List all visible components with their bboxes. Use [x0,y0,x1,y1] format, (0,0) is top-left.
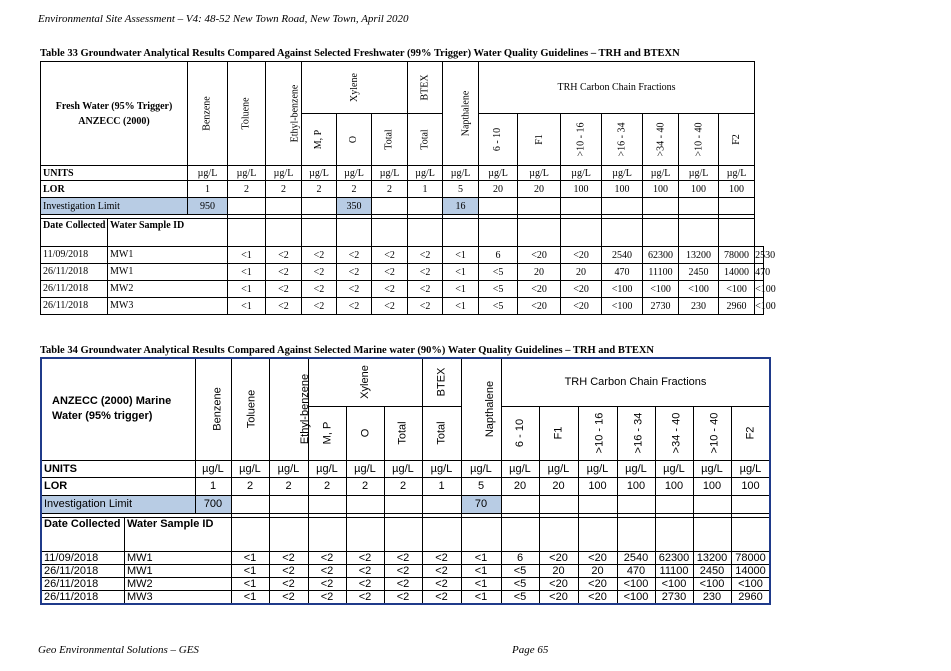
sample-value: 2540 [602,247,643,264]
sample-value: 2730 [643,298,679,315]
unit-cell: µg/L [602,166,643,181]
col-trh-f1: F1 [552,426,565,440]
sample-value: <1 [461,577,501,590]
limit-row [41,198,764,215]
sample-row [41,551,770,564]
col-trh-16-34: >16 - 34 [616,122,628,157]
col-trh-6-10: 6 - 10 [513,418,526,448]
unit-cell: µg/L [617,460,655,477]
lor-cell: 5 [443,181,479,198]
sample-value: <2 [408,264,443,281]
sample-value: <1 [228,264,266,281]
sample-value: <20 [561,281,602,298]
limit-row [41,495,770,513]
sample-value: 20 [561,264,602,281]
unit-cell: µg/L [408,166,443,181]
sample-value: <5 [501,564,539,577]
col-trh-f2: F2 [731,134,743,145]
sample-value: 470 [755,264,764,281]
sample-value: <2 [346,577,384,590]
sample-value: 11100 [643,264,679,281]
sample-value: <2 [346,590,384,604]
sample-value: 2450 [679,264,719,281]
col-xylene-o: O [359,428,371,438]
sample-value: <2 [302,281,337,298]
water-sample-id-header: Water Sample ID [110,220,185,231]
unit-cell: µg/L [643,166,679,181]
sample-id: MW2 [110,283,134,294]
sample-value: <5 [501,590,539,604]
col-trh: TRH Carbon Chain Fractions [501,358,770,406]
col-benzene: Benzene [211,387,224,431]
sample-value: <100 [655,577,693,590]
sample-value: <1 [443,298,479,315]
lor-cell: 20 [501,477,539,495]
lor-cell: 2 [302,181,337,198]
col-toluene: Toluene [244,389,257,429]
unit-cell: µg/L [679,166,719,181]
lor-cell: 1 [188,181,228,198]
sample-row [41,564,770,577]
lor-cell: 2 [372,181,408,198]
sample-value: <1 [228,281,266,298]
unit-cell: µg/L [693,460,731,477]
sample-value: 2450 [693,564,731,577]
sample-value: 62300 [643,247,679,264]
lor-row [41,477,770,495]
lor-label: LOR [41,477,195,495]
sample-value: <2 [337,281,372,298]
sample-value: 20 [539,564,578,577]
sample-date: 26/11/2018 [42,578,125,590]
table33-title: Fresh Water (95% Trigger) ANZECC (2000) [41,62,188,166]
sample-value: <2 [269,590,308,604]
sample-row [41,577,770,590]
limit-napthalene: 16 [443,198,479,215]
sample-value: <2 [422,551,461,564]
sample-value: <2 [337,298,372,315]
sample-value: 2730 [655,590,693,604]
sample-value: <100 [602,281,643,298]
sample-value: <1 [228,298,266,315]
col-ethylbenzene: Ethyl-benzene [298,374,311,445]
unit-cell: µg/L [266,166,302,181]
sample-value: <2 [346,564,384,577]
col-trh-16-34: >16 - 34 [631,412,644,454]
sample-date: 11/09/2018 [42,552,125,564]
sample-value: <100 [679,281,719,298]
limit-label: Investigation Limit [41,198,188,215]
sample-date: 26/11/2018 [41,281,108,297]
sample-value: <20 [539,590,578,604]
sample-value: <2 [408,298,443,315]
lor-cell: 100 [643,181,679,198]
sample-value: <5 [501,577,539,590]
lor-cell: 1 [408,181,443,198]
col-trh-10-16: >10 - 16 [575,122,587,157]
units-label: UNITS [41,460,195,477]
sample-value: <100 [755,281,764,298]
sample-value: <2 [384,564,422,577]
sample-value: <2 [308,551,346,564]
sample-value: <2 [422,590,461,604]
lor-cell: 100 [655,477,693,495]
sample-id: MW2 [127,577,153,590]
sample-date: 26/11/2018 [41,298,108,314]
sample-value: <1 [443,247,479,264]
lor-cell: 1 [422,477,461,495]
sample-value: 14000 [719,264,755,281]
col-trh-34-40: >34 - 40 [655,122,667,157]
sample-value: 20 [518,264,561,281]
sample-value: <2 [302,247,337,264]
unit-cell: µg/L [302,166,337,181]
sample-value: <1 [443,264,479,281]
lor-cell: 100 [693,477,731,495]
sample-row [41,281,764,298]
sample-value: <2 [372,298,408,315]
unit-cell: µg/L [443,166,479,181]
col-xylene-mp: M, P [313,129,325,150]
unit-cell: µg/L [231,460,269,477]
col-xylene-mp: M, P [321,421,333,445]
sample-row [41,264,764,281]
sample-date: 26/11/2018 [41,264,108,280]
sample-value: <2 [302,264,337,281]
unit-cell: µg/L [337,166,372,181]
sample-id: MW3 [127,590,153,603]
table-33 [40,61,776,315]
sample-value: <20 [578,577,617,590]
sample-value: <5 [479,281,518,298]
sample-value: <2 [266,298,302,315]
col-trh-f1: F1 [533,134,545,145]
unit-cell: µg/L [228,166,266,181]
sample-value: 2540 [617,551,655,564]
unit-cell: µg/L [308,460,346,477]
limit-napthalene: 70 [461,495,501,513]
water-sample-id-header: Water Sample ID [127,517,214,530]
sample-id: MW1 [127,564,153,577]
units-row [41,460,770,477]
sample-value: <2 [346,551,384,564]
sample-value: <2 [384,551,422,564]
sample-value: 20 [578,564,617,577]
col-napthalene: Napthalene [483,381,496,438]
lor-cell: 2 [231,477,269,495]
unit-cell: µg/L [539,460,578,477]
col-btex: BTEX [435,367,448,397]
sample-value: 470 [602,264,643,281]
sample-id: MW3 [110,300,134,311]
sample-value: <1 [231,577,269,590]
sample-id: MW1 [110,249,134,260]
sample-value: <2 [337,247,372,264]
units-label: UNITS [41,166,188,181]
sample-value: 230 [679,298,719,315]
lor-cell: 100 [731,477,770,495]
lor-label: LOR [41,181,188,198]
sample-value: <100 [617,577,655,590]
sample-value: <20 [518,298,561,315]
sample-value: <2 [269,551,308,564]
sample-value: 2530 [755,247,764,264]
sample-value: 13200 [679,247,719,264]
sample-value: <2 [384,577,422,590]
lor-cell: 2 [269,477,308,495]
sample-value: <1 [228,247,266,264]
footer-page-number: Page 65 [512,644,549,656]
date-collected-header: Date Collected [41,219,108,246]
sample-value: <100 [602,298,643,315]
col-trh-10-16: >10 - 16 [592,412,605,454]
sample-value: <2 [372,247,408,264]
sample-value: <1 [231,590,269,604]
sample-value: 470 [617,564,655,577]
sample-value: <20 [539,577,578,590]
unit-cell: µg/L [479,166,518,181]
sample-value: <1 [461,564,501,577]
unit-cell: µg/L [518,166,561,181]
col-btex-total: Total [419,129,431,150]
sample-value: <2 [266,247,302,264]
limit-benzene: 700 [195,495,231,513]
sample-value: <100 [719,281,755,298]
sample-value: <1 [461,590,501,604]
col-trh: TRH Carbon Chain Fractions [479,62,755,114]
lor-row [41,181,764,198]
sample-value: <100 [643,281,679,298]
sample-row [41,298,764,315]
sample-value: <20 [561,298,602,315]
sample-value: <5 [479,264,518,281]
sample-value: <20 [578,590,617,604]
sample-id: MW1 [127,551,153,564]
sample-value: <2 [384,590,422,604]
sample-value: <2 [337,264,372,281]
sample-value: 2960 [731,590,770,604]
limit-benzene: 950 [188,198,228,215]
lor-cell: 2 [266,181,302,198]
table34-title: ANZECC (2000) Marine Water (95% trigger) [41,358,195,460]
unit-cell: µg/L [346,460,384,477]
sample-value: 14000 [731,564,770,577]
sample-date: 26/11/2018 [42,565,125,577]
sample-value: <1 [443,281,479,298]
sample-value: 78000 [719,247,755,264]
unit-cell: µg/L [269,460,308,477]
sample-value: <20 [518,247,561,264]
lor-cell: 5 [461,477,501,495]
col-btex-total: Total [435,421,448,445]
col-xylene-total: Total [384,129,396,150]
unit-cell: µg/L [731,460,770,477]
sample-date: 26/11/2018 [42,591,125,603]
unit-cell: µg/L [422,460,461,477]
sample-value: 13200 [693,551,731,564]
unit-cell: µg/L [188,166,228,181]
sample-value: 11100 [655,564,693,577]
sample-value: <2 [308,564,346,577]
sample-id: MW1 [110,266,134,277]
col-xylene: Xylene [349,73,361,102]
sample-value: <20 [578,551,617,564]
lor-cell: 100 [617,477,655,495]
sample-value: <2 [266,264,302,281]
sample-value: <5 [479,298,518,315]
col-trh-10-40: >10 - 40 [693,122,705,157]
col-ethylbenzene: Ethyl-benzene [289,84,301,143]
units-row [41,166,764,181]
sample-value: <100 [731,577,770,590]
table34-caption: Table 34 Groundwater Analytical Results Compared Against Selected Marine water (90%) Water Quality Guidelines – TRH and BTEXN [40,345,654,356]
col-xylene-o: O [348,135,360,144]
sample-value: <20 [561,247,602,264]
lor-cell: 100 [679,181,719,198]
unit-cell: µg/L [719,166,755,181]
sample-value: <100 [755,298,764,315]
sample-value: 6 [479,247,518,264]
lor-cell: 2 [228,181,266,198]
sample-value: 62300 [655,551,693,564]
sample-value: 230 [693,590,731,604]
lor-cell: 1 [195,477,231,495]
lor-cell: 100 [561,181,602,198]
lor-cell: 2 [308,477,346,495]
sample-value: <1 [231,564,269,577]
sample-value: <100 [617,590,655,604]
col-xylene-total: Total [397,421,409,445]
lor-cell: 20 [539,477,578,495]
sample-value: <20 [539,551,578,564]
lor-cell: 20 [518,181,561,198]
limit-label: Investigation Limit [41,495,195,513]
unit-cell: µg/L [501,460,539,477]
col-btex: BTEX [419,74,431,101]
sample-value: <2 [408,247,443,264]
table33-caption: Table 33 Groundwater Analytical Results Compared Against Selected Freshwater (99% Trigger) Water Quality Guidelines – TRH and BTEXN [40,48,680,59]
sample-value: <20 [518,281,561,298]
sample-date: 11/09/2018 [41,247,108,263]
col-toluene: Toluene [240,97,252,130]
col-benzene: Benzene [202,96,213,131]
sample-value: <2 [372,264,408,281]
sample-value: <2 [422,564,461,577]
col-trh-34-40: >34 - 40 [669,412,682,454]
sample-value: <100 [693,577,731,590]
limit-xylene-o: 350 [337,198,372,215]
sample-value: <2 [422,577,461,590]
unit-cell: µg/L [655,460,693,477]
unit-cell: µg/L [195,460,231,477]
sample-value: <2 [372,281,408,298]
sample-value: <2 [266,281,302,298]
date-collected-header: Date Collected [42,518,125,551]
lor-cell: 100 [578,477,617,495]
unit-cell: µg/L [372,166,408,181]
sample-value: <2 [308,590,346,604]
unit-cell: µg/L [384,460,422,477]
col-xylene: Xylene [358,365,371,400]
unit-cell: µg/L [578,460,617,477]
table-34 [40,357,771,605]
col-trh-10-40: >10 - 40 [707,412,720,454]
col-napthalene: Napthalene [460,90,472,137]
sample-row [41,590,770,604]
sample-value: <1 [231,551,269,564]
lor-cell: 2 [384,477,422,495]
sample-value: <2 [269,577,308,590]
lor-cell: 20 [479,181,518,198]
unit-cell: µg/L [461,460,501,477]
page-header: Environmental Site Assessment – V4: 48-52 New Town Road, New Town, April 2020 [38,13,409,25]
col-trh-6-10: 6 - 10 [492,127,504,152]
lor-cell: 100 [719,181,755,198]
sample-value: <1 [461,551,501,564]
lor-cell: 2 [337,181,372,198]
sample-row [41,247,764,264]
lor-cell: 2 [346,477,384,495]
col-trh-f2: F2 [744,426,757,440]
sample-value: 2960 [719,298,755,315]
sample-value: <2 [269,564,308,577]
footer-company: Geo Environmental Solutions – GES [38,644,199,656]
lor-cell: 100 [602,181,643,198]
unit-cell: µg/L [561,166,602,181]
sample-value: 6 [501,551,539,564]
sample-value: <2 [408,281,443,298]
sample-value: 78000 [731,551,770,564]
sample-value: <2 [302,298,337,315]
sample-value: <2 [308,577,346,590]
